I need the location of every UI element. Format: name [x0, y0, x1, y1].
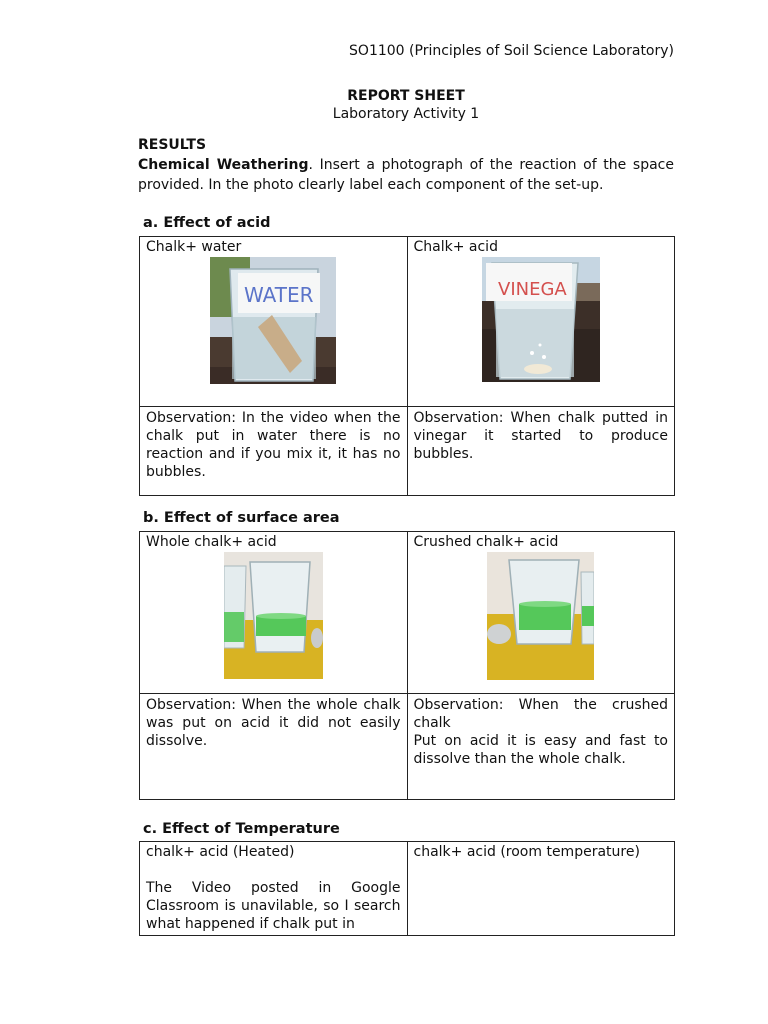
crushed-chalk-cell: [407, 532, 675, 694]
whole-chalk-label: Whole chalk+ acid: [146, 534, 277, 550]
whole-chalk-photo: [224, 552, 323, 679]
heated-cell: [140, 842, 408, 936]
vinegar-sign-text: VINEGA: [497, 279, 567, 300]
crushed-chalk-label: Crushed chalk+ acid: [413, 534, 559, 550]
chalk-acid-observation-cell: [407, 407, 675, 496]
section-c-table: [139, 841, 675, 936]
chalk-water-photo: [210, 257, 336, 384]
room-temperature-label: chalk+ acid (room temperature): [413, 844, 640, 860]
section-b-table: [139, 531, 675, 800]
section-a-table: [139, 236, 675, 496]
chalk-acid-photo: [482, 257, 600, 382]
results-heading: RESULTS: [138, 137, 207, 153]
section-a-title: a. Effect of acid: [143, 215, 271, 231]
course-header: SO1100 (Principles of Soil Science Laboratory): [349, 43, 674, 59]
heated-label: chalk+ acid (Heated): [146, 844, 295, 860]
whole-chalk-observation-cell: [140, 694, 408, 800]
section-c-title: c. Effect of Temperature: [143, 821, 340, 837]
crushed-chalk-observation-line1: Observation: When the crushed chalk: [413, 697, 668, 731]
instructions: [138, 155, 674, 195]
chalk-acid-observation: Observation: When chalk putted in vinegar it started to produce bubbles.: [413, 410, 668, 462]
chalk-acid-label: Chalk+ acid: [413, 239, 498, 255]
chemical-weathering-label: Chemical Weathering: [138, 157, 309, 173]
crushed-chalk-photo: [487, 552, 594, 680]
room-temperature-cell: [407, 842, 675, 936]
whole-chalk-cell: [140, 532, 408, 694]
crushed-chalk-observation-cell: [407, 694, 675, 800]
crushed-chalk-observation-line2: Put on acid it is easy and fast to dissolve than the whole chalk.: [413, 733, 668, 767]
report-subtitle: Laboratory Activity 1: [332, 106, 480, 122]
chalk-acid-cell: [407, 237, 675, 407]
chalk-water-observation: Observation: In the video when the chalk put in water there is no reaction and if you mix it, it has no bubbles.: [146, 410, 401, 480]
whole-chalk-observation: Observation: When the whole chalk was put on acid it did not easily dissolve.: [146, 697, 401, 749]
title-block: [0, 88, 768, 123]
chalk-water-observation-cell: [140, 407, 408, 496]
report-title: REPORT SHEET: [347, 88, 465, 104]
section-b-title: b. Effect of surface area: [143, 510, 340, 526]
instructions-text: . Insert a photograph of the reaction of the space provided. In the photo clearly label each component of the set-up.: [138, 157, 674, 193]
heated-note: The Video posted in Google Classroom is unavilable, so I search what happened if chalk put in: [146, 880, 401, 932]
chalk-water-cell: [140, 237, 408, 407]
water-sign-text: WATER: [244, 283, 314, 307]
chalk-water-label: Chalk+ water: [146, 239, 242, 255]
